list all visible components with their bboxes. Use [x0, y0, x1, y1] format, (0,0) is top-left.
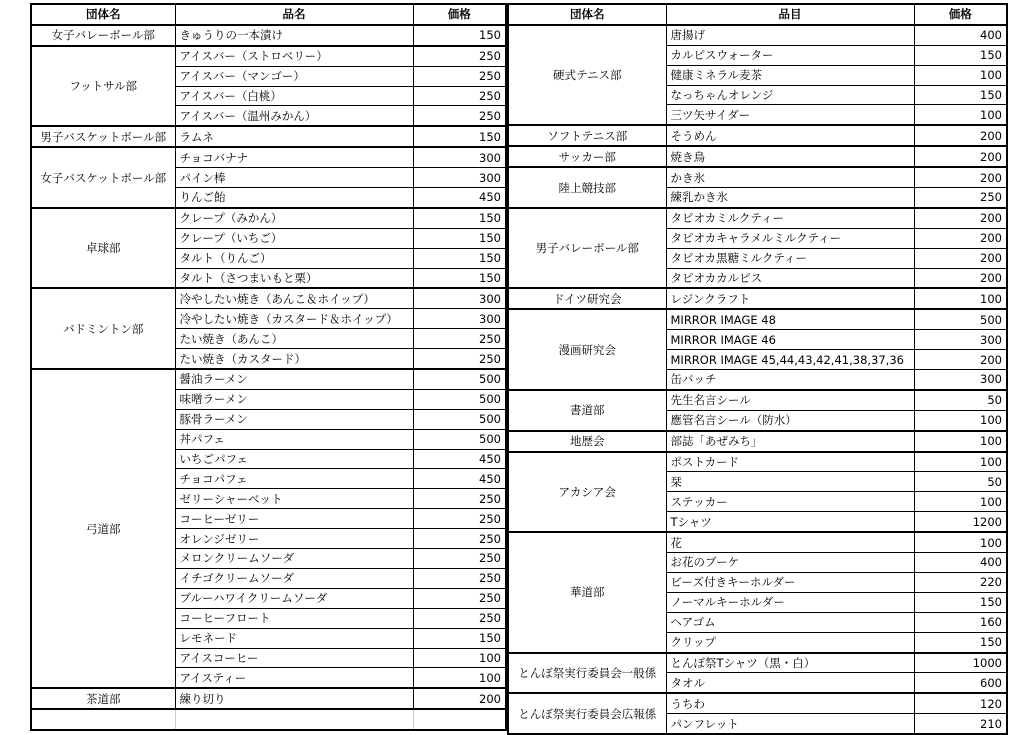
item-price-cell: 150 [413, 628, 506, 648]
item-price-cell: 210 [914, 714, 1007, 734]
item-price-cell: 250 [413, 568, 506, 588]
item-name-cell: クレープ（いちご） [175, 228, 413, 248]
item-name-cell: コーヒーフロート [175, 608, 413, 628]
item-name-cell: アイスバー（ストロベリー） [175, 46, 413, 66]
item-name-cell: なっちゃんオレンジ [666, 85, 914, 105]
item-name-cell: きゅうりの一本漬け [175, 25, 413, 46]
group-name-cell: 漫画研究会 [508, 309, 666, 390]
item-price-cell: 100 [914, 431, 1007, 452]
item-name-cell: タピオカカルピス [666, 268, 914, 288]
table-row [508, 208, 1007, 228]
item-price-cell: 150 [914, 45, 1007, 65]
table-row [31, 208, 506, 228]
item-name-cell: お花のブーケ [666, 553, 914, 573]
item-price-cell: 250 [413, 66, 506, 86]
group-name-cell: とんぼ祭実行委員会広報係 [508, 693, 666, 734]
item-price-cell: 450 [413, 469, 506, 489]
group-name-cell: とんぼ祭実行委員会一般係 [508, 653, 666, 694]
item-price-cell: 450 [413, 188, 506, 208]
item-name-cell: ステッカー [666, 492, 914, 512]
item-name-cell: 豚骨ラーメン [175, 409, 413, 429]
item-price-cell: 200 [914, 248, 1007, 268]
item-name-cell: MIRROR IMAGE 46 [666, 330, 914, 350]
item-price-cell: 600 [914, 673, 1007, 693]
item-name-cell: クリップ [666, 632, 914, 652]
item-price-cell: 150 [914, 592, 1007, 612]
item-price-cell: 250 [413, 549, 506, 569]
item-name-cell: タオル [666, 673, 914, 693]
item-price-cell: 500 [413, 429, 506, 449]
item-name-cell: チョコバナナ [175, 147, 413, 167]
item-name-cell: 應管名言シール（防水） [666, 410, 914, 430]
item-name-cell: ヘアゴム [666, 612, 914, 632]
header-item: 品名 [175, 4, 413, 25]
item-price-cell: 200 [914, 125, 1007, 146]
item-price-cell: 100 [914, 492, 1007, 512]
table-row [31, 126, 506, 147]
item-name-cell: いちごパフェ [175, 449, 413, 469]
item-price-cell: 1000 [914, 653, 1007, 673]
item-price-cell: 150 [914, 85, 1007, 105]
table-row [31, 25, 506, 46]
item-price-cell: 300 [413, 168, 506, 188]
table-row [508, 532, 1007, 552]
item-price-cell: 150 [413, 25, 506, 46]
group-name-cell: ソフトテニス部 [508, 125, 666, 146]
empty-row [31, 709, 506, 730]
item-name-cell: ラムネ [175, 126, 413, 147]
item-price-cell: 160 [914, 612, 1007, 632]
item-name-cell: タピオカキャラメルミルクティー [666, 228, 914, 248]
item-price-cell: 100 [413, 668, 506, 688]
item-price-cell: 250 [413, 46, 506, 66]
group-name-cell: 書道部 [508, 390, 666, 431]
right-header-row [508, 4, 1007, 25]
item-name-cell: 先生名言シール [666, 390, 914, 410]
item-price-cell: 150 [413, 208, 506, 228]
header-item: 品目 [666, 4, 914, 25]
left-header-row [31, 4, 506, 25]
empty-cell [175, 709, 413, 730]
item-price-cell: 150 [413, 126, 506, 147]
table-row [31, 288, 506, 308]
group-name-cell: 硬式テニス部 [508, 25, 666, 125]
item-name-cell: そうめん [666, 125, 914, 146]
table-row [508, 288, 1007, 309]
table-row [508, 25, 1007, 45]
item-price-cell: 400 [914, 553, 1007, 573]
right-menu-table [507, 3, 1008, 735]
item-price-cell: 300 [914, 330, 1007, 350]
item-name-cell: アイスバー（マンゴー） [175, 66, 413, 86]
header-group: 団体名 [31, 4, 175, 25]
table-row [31, 46, 506, 66]
item-price-cell: 500 [413, 369, 506, 389]
item-price-cell: 300 [413, 288, 506, 308]
item-name-cell: 丼パフェ [175, 429, 413, 449]
item-price-cell: 200 [914, 167, 1007, 187]
item-name-cell: 冷やしたい焼き（カスタード＆ホイップ） [175, 309, 413, 329]
item-price-cell: 250 [413, 529, 506, 549]
item-price-cell: 250 [413, 588, 506, 608]
item-name-cell: コーヒーゼリー [175, 509, 413, 529]
item-price-cell: 500 [914, 309, 1007, 329]
item-price-cell: 150 [914, 632, 1007, 652]
item-name-cell: タピオカ黒糖ミルクティー [666, 248, 914, 268]
item-price-cell: 200 [914, 146, 1007, 167]
item-price-cell: 450 [413, 449, 506, 469]
item-name-cell: ブルーハワイクリームソーダ [175, 588, 413, 608]
item-name-cell: 唐揚げ [666, 25, 914, 45]
group-name-cell: 華道部 [508, 532, 666, 652]
table-row [508, 125, 1007, 146]
table-row [31, 147, 506, 167]
item-price-cell: 100 [914, 288, 1007, 309]
item-price-cell: 50 [914, 390, 1007, 410]
header-price: 価格 [413, 4, 506, 25]
item-price-cell: 250 [413, 489, 506, 509]
item-price-cell: 150 [413, 268, 506, 288]
item-name-cell: ビーズ付きキーホルダー [666, 572, 914, 592]
item-price-cell: 500 [413, 409, 506, 429]
group-name-cell: アカシア会 [508, 452, 666, 533]
table-row [508, 693, 1007, 713]
item-price-cell: 100 [914, 65, 1007, 85]
item-name-cell: タルト（さつまいもと栗） [175, 268, 413, 288]
item-name-cell: 健康ミネラル麦茶 [666, 65, 914, 85]
left-menu-table [30, 3, 507, 731]
item-name-cell: パイン棒 [175, 168, 413, 188]
table-row [31, 369, 506, 389]
item-price-cell: 500 [413, 389, 506, 409]
item-name-cell: 焼き鳥 [666, 146, 914, 167]
item-name-cell: チョコパフェ [175, 469, 413, 489]
item-price-cell: 200 [914, 350, 1007, 370]
item-name-cell: アイスティー [175, 668, 413, 688]
group-name-cell: 弓道部 [31, 369, 175, 688]
table-row [508, 653, 1007, 673]
table-row [508, 167, 1007, 187]
group-name-cell: バドミントン部 [31, 288, 175, 369]
item-price-cell: 250 [413, 349, 506, 369]
item-name-cell: 部誌「あぜみち」 [666, 431, 914, 452]
item-name-cell: 三ツ矢サイダー [666, 105, 914, 125]
group-name-cell: フットサル部 [31, 46, 175, 127]
item-name-cell: りんご飴 [175, 188, 413, 208]
item-name-cell: レジンクラフト [666, 288, 914, 309]
table-row [31, 688, 506, 709]
item-price-cell: 220 [914, 572, 1007, 592]
item-price-cell: 300 [413, 309, 506, 329]
item-price-cell: 1200 [914, 512, 1007, 532]
item-name-cell: 練乳かき氷 [666, 188, 914, 208]
group-name-cell: サッカー部 [508, 146, 666, 167]
item-name-cell: MIRROR IMAGE 45,44,43,42,41,38,37,36 [666, 350, 914, 370]
item-price-cell: 50 [914, 472, 1007, 492]
item-name-cell: メロンクリームソーダ [175, 549, 413, 569]
item-price-cell: 300 [914, 370, 1007, 390]
item-price-cell: 250 [413, 509, 506, 529]
item-name-cell: 栞 [666, 472, 914, 492]
item-price-cell: 100 [914, 105, 1007, 125]
item-name-cell: MIRROR IMAGE 48 [666, 309, 914, 329]
item-price-cell: 150 [413, 228, 506, 248]
item-price-cell: 250 [413, 608, 506, 628]
group-name-cell: 地歴会 [508, 431, 666, 452]
item-price-cell: 250 [413, 86, 506, 106]
item-name-cell: 醤油ラーメン [175, 369, 413, 389]
item-name-cell: アイスバー（白桃） [175, 86, 413, 106]
item-name-cell: カルピスウォーター [666, 45, 914, 65]
item-name-cell: レモネード [175, 628, 413, 648]
group-name-cell: 男子バスケットボール部 [31, 126, 175, 147]
item-price-cell: 200 [914, 208, 1007, 228]
item-name-cell: たい焼き（カスタード） [175, 349, 413, 369]
item-price-cell: 100 [914, 532, 1007, 552]
table-row [508, 390, 1007, 410]
header-group: 団体名 [508, 4, 666, 25]
item-name-cell: 練り切り [175, 688, 413, 709]
item-price-cell: 250 [413, 106, 506, 126]
item-price-cell: 250 [413, 329, 506, 349]
item-name-cell: うちわ [666, 693, 914, 713]
group-name-cell: ドイツ研究会 [508, 288, 666, 309]
item-name-cell: とんぼ祭Tシャツ（黒・白） [666, 653, 914, 673]
item-name-cell: ノーマルキーホルダー [666, 592, 914, 612]
item-name-cell: イチゴクリームソーダ [175, 568, 413, 588]
group-name-cell: 女子バレーボール部 [31, 25, 175, 46]
item-price-cell: 250 [914, 188, 1007, 208]
item-name-cell: 冷やしたい焼き（あんこ＆ホイップ） [175, 288, 413, 308]
item-name-cell: 味噌ラーメン [175, 389, 413, 409]
item-name-cell: アイスコーヒー [175, 648, 413, 668]
item-name-cell: クレープ（みかん） [175, 208, 413, 228]
group-name-cell: 男子バレーボール部 [508, 208, 666, 289]
item-name-cell: タピオカミルクティー [666, 208, 914, 228]
item-name-cell: かき氷 [666, 167, 914, 187]
table-row [508, 146, 1007, 167]
table-row [508, 431, 1007, 452]
group-name-cell: 陸上競技部 [508, 167, 666, 208]
table-row [508, 452, 1007, 472]
empty-cell [413, 709, 506, 730]
item-name-cell: タルト（りんご） [175, 248, 413, 268]
item-price-cell: 100 [413, 648, 506, 668]
item-price-cell: 200 [914, 228, 1007, 248]
header-price: 価格 [914, 4, 1007, 25]
item-price-cell: 400 [914, 25, 1007, 45]
item-price-cell: 100 [914, 452, 1007, 472]
item-name-cell: ゼリーシャーベット [175, 489, 413, 509]
item-name-cell: Tシャツ [666, 512, 914, 532]
item-price-cell: 120 [914, 693, 1007, 713]
group-name-cell: 茶道部 [31, 688, 175, 709]
item-price-cell: 200 [914, 268, 1007, 288]
item-name-cell: アイスバー（温州みかん） [175, 106, 413, 126]
group-name-cell: 卓球部 [31, 208, 175, 289]
table-row [508, 309, 1007, 329]
item-price-cell: 100 [914, 410, 1007, 430]
item-price-cell: 150 [413, 248, 506, 268]
item-name-cell: ポストカード [666, 452, 914, 472]
item-name-cell: 花 [666, 532, 914, 552]
item-name-cell: 缶バッチ [666, 370, 914, 390]
item-name-cell: オレンジゼリー [175, 529, 413, 549]
item-price-cell: 200 [413, 688, 506, 709]
item-price-cell: 300 [413, 147, 506, 167]
item-name-cell: たい焼き（あんこ） [175, 329, 413, 349]
item-name-cell: パンフレット [666, 714, 914, 734]
group-name-cell: 女子バスケットボール部 [31, 147, 175, 208]
empty-cell [31, 709, 175, 730]
